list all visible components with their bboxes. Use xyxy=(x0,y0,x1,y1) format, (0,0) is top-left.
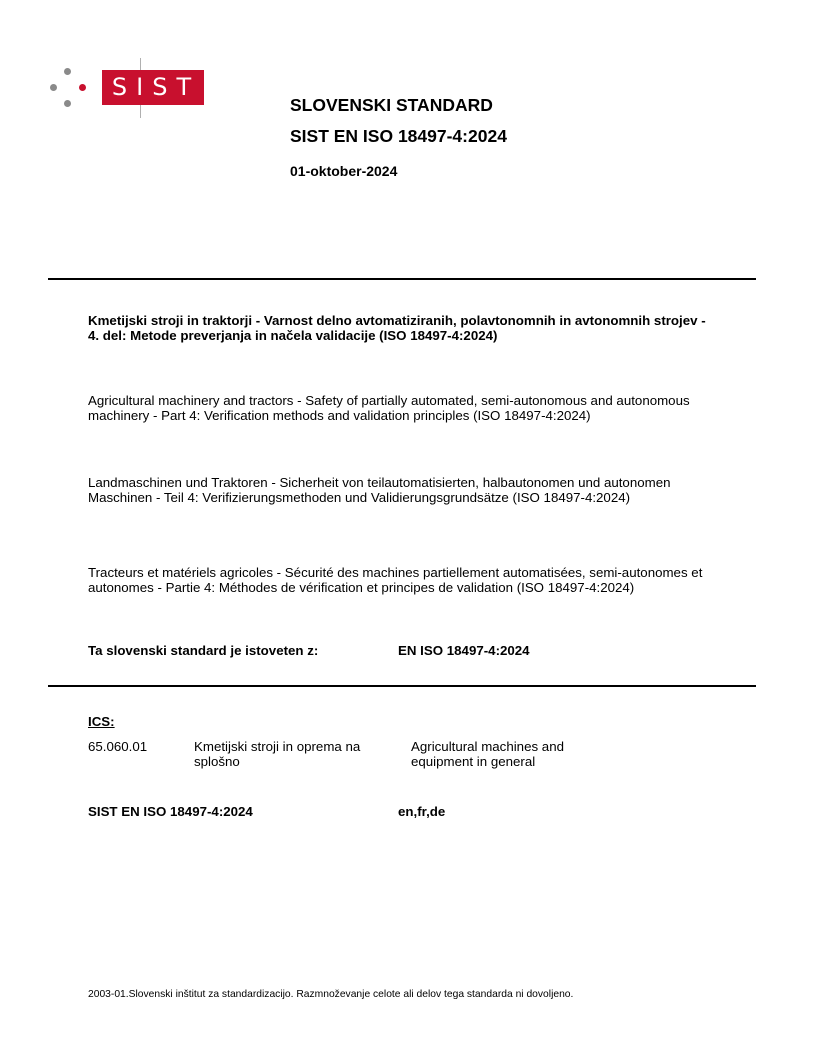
ics-description-en: Agricultural machines and equipment in general xyxy=(411,739,564,769)
ics-description-sl: Kmetijski stroji in oprema na splošno xyxy=(194,739,361,769)
publication-date: 01-oktober-2024 xyxy=(290,163,398,179)
identical-value: EN ISO 18497-4:2024 xyxy=(398,643,530,658)
title-slovenian: Kmetijski stroji in traktorji - Varnost delno avtomatiziranih, polavtonomnih in avtonomnih strojev - 4. del: Metode preverjanja in načela validacije (ISO 18497-4:2024) xyxy=(88,313,706,343)
title-french: Tracteurs et matériels agricoles - Sécurité des machines partiellement automatisées, semi-autonomes et autonomes - Partie 4: Méthodes de vérification et principes de validation (ISO 18497-4:2024) xyxy=(88,565,703,595)
standard-languages: en,fr,de xyxy=(398,804,446,819)
logo-dot-icon xyxy=(64,100,71,107)
logo-dot-icon xyxy=(79,84,86,91)
logo-dot-icon xyxy=(64,68,71,75)
logo-dot-icon xyxy=(50,84,57,91)
divider-top xyxy=(48,278,756,280)
identical-label: Ta slovenski standard je istoveten z: xyxy=(88,643,319,658)
divider-bottom xyxy=(48,685,756,687)
title-english: Agricultural machinery and tractors - Safety of partially automated, semi-autonomous and autonomous machinery - Part 4: Verification methods and validation principles (ISO 18497-4:2024) xyxy=(88,393,690,423)
ics-label: ICS: xyxy=(88,714,115,729)
standard-id: SIST EN ISO 18497-4:2024 xyxy=(88,804,253,819)
standard-number-title: SIST EN ISO 18497-4:2024 xyxy=(290,126,507,146)
copyright-footer: 2003-01.Slovenski inštitut za standardizacijo. Razmnoževanje celote ali delov tega standarda ni dovoljeno. xyxy=(88,989,574,1000)
document-type-title: SLOVENSKI STANDARD xyxy=(290,95,493,115)
logo-text: SIST xyxy=(102,70,204,105)
title-german: Landmaschinen und Traktoren - Sicherheit von teilautomatisierten, halbautonomen und autonomen Maschinen - Teil 4: Verifizierungsmethoden und Validierungsgrundsätze (ISO 18497-4:2024) xyxy=(88,475,671,505)
ics-code: 65.060.01 xyxy=(88,739,148,754)
